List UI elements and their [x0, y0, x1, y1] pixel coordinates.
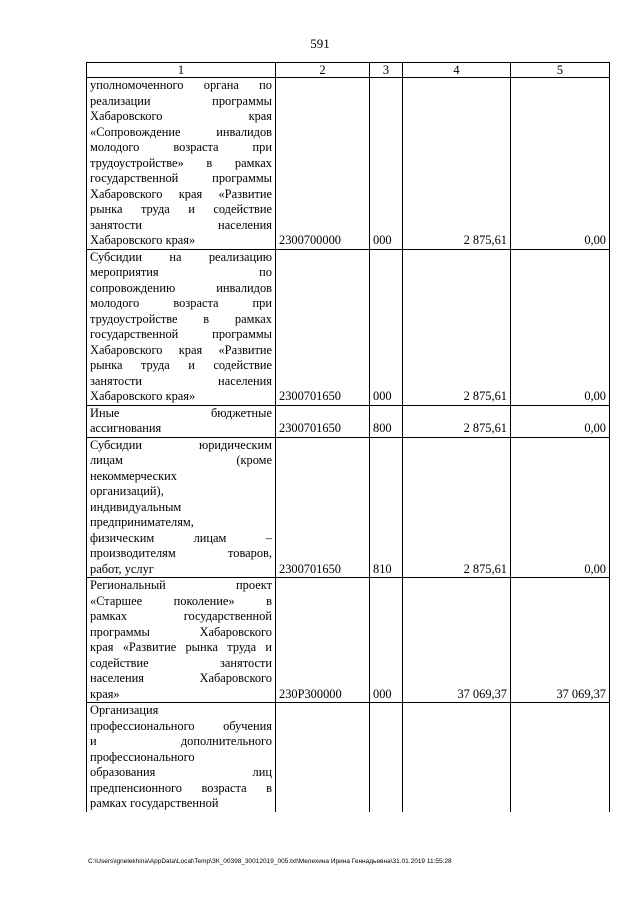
description-line: Хабаровского края [90, 109, 272, 123]
row-value-1: 37 069,37 [403, 578, 511, 703]
row-code: 2300701650 [276, 249, 370, 405]
table-row [87, 78, 610, 250]
row-type [370, 703, 403, 812]
row-code: 230P300000 [276, 578, 370, 703]
row-code: 2300701650 [276, 405, 370, 437]
description-line: мероприятия по [90, 265, 272, 279]
description-line: рынка труда и содействие [90, 202, 272, 216]
description-line: Субсидии юридическим [90, 437, 272, 452]
table-row [87, 578, 610, 703]
description-line: и дополнительного [90, 734, 272, 748]
header-col-5: 5 [511, 63, 610, 78]
description-line: занятости населения [90, 217, 272, 232]
description-line: Организация [90, 703, 159, 717]
row-value-2: 0,00 [511, 249, 610, 405]
description-line: организаций), [90, 484, 164, 498]
description-line: физическим лицам – [90, 530, 272, 545]
budget-table [86, 62, 610, 812]
description-line: Хабаровского края» [90, 233, 196, 247]
description-line: лицам (кроме [90, 453, 272, 467]
header-col-1: 1 [87, 63, 276, 78]
row-value-1: 2 875,61 [403, 437, 511, 578]
description-line: Хабаровского края» [90, 389, 196, 403]
description-line: рамках государственной [90, 796, 219, 810]
row-description [87, 405, 276, 437]
row-type: 800 [370, 405, 403, 437]
row-value-2: 0,00 [511, 437, 610, 578]
description-line: уполномоченного органа по [90, 78, 272, 92]
table-row [87, 249, 610, 405]
description-line: реализации программы [90, 93, 272, 108]
description-line: программы Хабаровского [90, 624, 272, 639]
row-value-1: 2 875,61 [403, 405, 511, 437]
description-line: ассигнования [90, 421, 162, 435]
table-row [87, 437, 610, 578]
table-row [87, 405, 610, 437]
header-col-2: 2 [276, 63, 370, 78]
table-body [87, 78, 610, 812]
description-line: государственной программы [90, 171, 272, 185]
row-value-2: 0,00 [511, 405, 610, 437]
description-line: Хабаровского края «Развитие [90, 342, 272, 357]
description-line: сопровождению инвалидов [90, 280, 272, 295]
description-line: «Сопровождение инвалидов [90, 124, 272, 139]
description-line: рынка труда и содействие [90, 358, 272, 372]
description-line: предпринимателям, [90, 515, 194, 529]
row-description [87, 78, 276, 250]
description-line: предпенсионного возраста в [90, 780, 272, 795]
description-line: некоммерческих [90, 468, 177, 483]
description-line: Иные бюджетные [90, 405, 272, 420]
description-line: молодого возраста при [90, 140, 272, 154]
description-line: Региональный проект [90, 578, 272, 592]
description-line: трудоустройстве» в рамках [90, 155, 272, 170]
description-line: содействие занятости [90, 655, 272, 670]
description-line: образования лиц [90, 765, 272, 779]
row-value-2: 37 069,37 [511, 578, 610, 703]
file-path-footer: C:\Users\ignelekhina\AppData\Local\Temp\ЗК_00398_30012019_005.txt\Мелехина Ирина Геннадьевна\31.01.2019 11:55:28 [88, 858, 452, 865]
row-value-1: 2 875,61 [403, 78, 511, 250]
row-type: 000 [370, 249, 403, 405]
row-code: 2300701650 [276, 437, 370, 578]
description-line: края «Развитие рынка труда и [90, 640, 272, 654]
page-number: 591 [310, 36, 330, 51]
description-line: Хабаровского края «Развитие [90, 186, 272, 201]
table-header-row [87, 63, 610, 78]
description-line: профессионального обучения [90, 718, 272, 733]
row-description [87, 703, 276, 812]
row-type: 000 [370, 578, 403, 703]
description-line: государственной программы [90, 327, 272, 341]
description-line: профессионального [90, 749, 195, 764]
description-line: «Старшее поколение» в [90, 593, 272, 608]
row-type: 000 [370, 78, 403, 250]
description-line: индивидуальным [90, 499, 182, 514]
row-value-2: 0,00 [511, 78, 610, 250]
row-value-1: 2 875,61 [403, 249, 511, 405]
row-type: 810 [370, 437, 403, 578]
header-col-3: 3 [370, 63, 403, 78]
row-code [276, 703, 370, 812]
row-value-2 [511, 703, 610, 812]
description-line: края» [90, 686, 120, 701]
description-line: Субсидии на реализацию [90, 249, 272, 264]
description-line: производителям товаров, [90, 546, 272, 560]
header-col-4: 4 [403, 63, 511, 78]
description-line: занятости населения [90, 373, 272, 388]
row-description [87, 437, 276, 578]
description-line: молодого возраста при [90, 296, 272, 310]
row-description [87, 249, 276, 405]
row-code: 2300700000 [276, 78, 370, 250]
row-description [87, 578, 276, 703]
description-line: трудоустройстве в рамках [90, 311, 272, 326]
description-line: работ, услуг [90, 561, 154, 576]
description-line: рамках государственной [90, 609, 272, 623]
table-row [87, 703, 610, 812]
row-value-1 [403, 703, 511, 812]
description-line: населения Хабаровского [90, 671, 272, 685]
